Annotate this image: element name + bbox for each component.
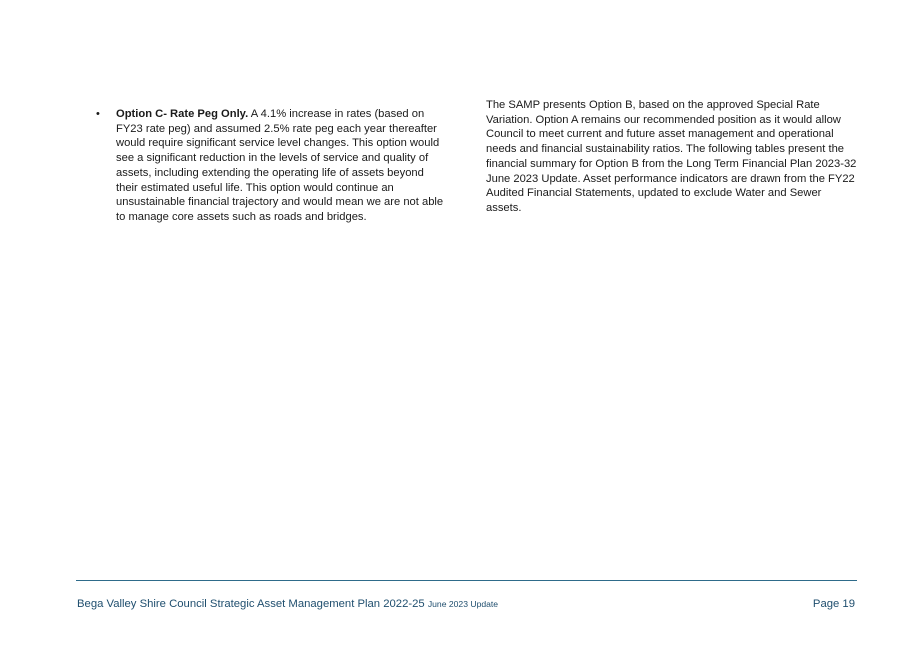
option-c-body: A 4.1% increase in rates (based on FY23 rate peg) and assumed 2.5% rate peg each year thereafter would require significant service level changes. This option would see a significant reduction in the levels of service and quality of assets, including extending the operating life of assets beyond their estimated useful life. This option would continue an unsustainable financial trajectory and would mean we are not able to manage core assets such as roads and bridges. [116,108,444,223]
left-column [95,107,447,225]
right-column [486,98,858,216]
option-c-bullet [95,107,447,225]
footer-title [77,598,498,610]
footer-document-title: Bega Valley Shire Council Strategic Asset Management Plan 2022-25 [77,598,425,610]
footer-update-label: June 2023 Update [427,599,499,609]
page-number: Page 19 [812,598,855,610]
option-c-heading: Option C- Rate Peg Only. [116,108,249,120]
samp-paragraph: The SAMP presents Option B, based on the approved Special Rate Variation. Option A remains our recommended position as it would allow Council to meet current and future asset management and operational needs and financial sustainability ratios. The following tables present the financial summary for Option B from the Long Term Financial Plan 2023-32 June 2023 Update. Asset performance indicators are drawn from the FY22 Audited Financial Statements, updated to exclude Water and Sewer assets. [486,99,857,214]
footer-divider [76,580,857,581]
bullet-marker: • [96,108,100,120]
